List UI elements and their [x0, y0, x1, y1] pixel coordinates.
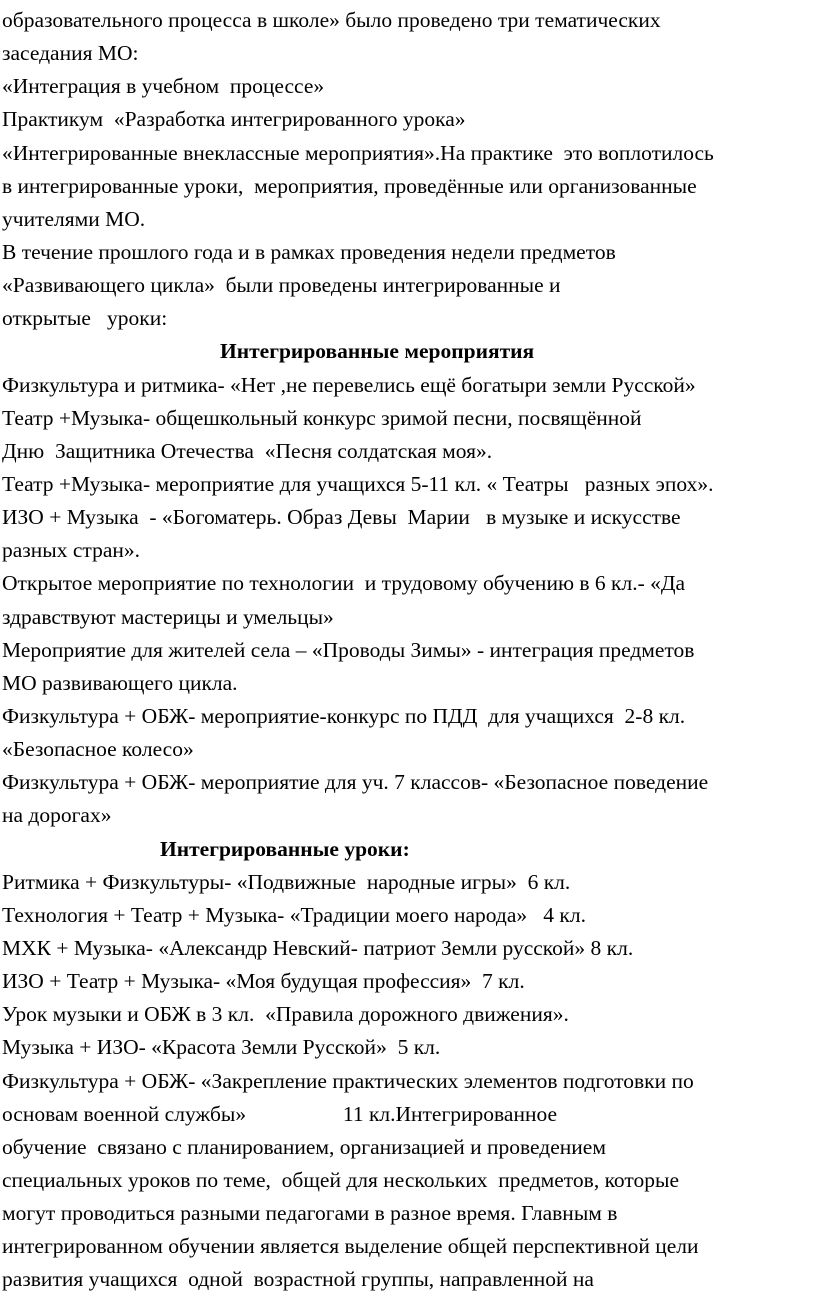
text-line: «Интеграция в учебном процессе»	[2, 74, 325, 99]
text-line: «Безопасное колесо»	[2, 737, 194, 762]
text-line: МХК + Музыка- «Александр Невский- патриот Земли русской» 8 кл.	[2, 935, 634, 960]
text-line: Ритмика + Физкультуры- «Подвижные народные игры» 6 кл.	[2, 869, 571, 894]
text-line: Театр +Музыка- общешкольный конкурс зримой песни, посвящённой	[2, 405, 642, 430]
text-line: в интегрированные уроки, мероприятия, проведённые или организованные	[2, 173, 697, 198]
text-line: специальных уроков по теме, общей для нескольких предметов, которые	[2, 1167, 679, 1192]
text-line: интегрированном обучении является выделение общей перспективной цели	[2, 1234, 699, 1259]
text-line: обучение связано с планированием, организацией и проведением	[2, 1134, 606, 1159]
text-line: Музыка + ИЗО- «Красота Земли Русской» 5 кл.	[2, 1035, 441, 1060]
text-line: «Развивающего цикла» были проведены интегрированные и	[2, 273, 561, 298]
text-line: Мероприятие для жителей села – «Проводы Зимы» - интеграция предметов	[2, 637, 695, 662]
text-line: здравствуют мастерицы и умельцы»	[2, 604, 334, 629]
text-line: разных стран».	[2, 538, 140, 563]
document-page	[2, 4, 812, 1296]
text-line: Технология + Театр + Музыка- «Традиции моего народа» 4 кл.	[2, 902, 586, 927]
text-line: развития учащихся одной возрастной группы, направленной на	[2, 1267, 594, 1292]
text-line: основам военной службы» 11 кл.Интегрированное	[2, 1101, 558, 1126]
section-heading: Интегрированные уроки:	[160, 836, 410, 861]
text-line: могут проводиться разными педагогами в разное время. Главным в	[2, 1201, 618, 1226]
text-line: Открытое мероприятие по технологии и трудовому обучению в 6 кл.- «Да	[2, 571, 686, 596]
text-line: Физкультура + ОБЖ- «Закрепление практических элементов подготовки по	[2, 1068, 694, 1093]
text-line: Урок музыки и ОБЖ в 3 кл. «Правила дорожного движения».	[2, 1002, 569, 1027]
text-line: Физкультура + ОБЖ- мероприятие для уч. 7 классов- «Безопасное поведение	[2, 770, 709, 795]
text-line: учителями МО.	[2, 206, 146, 231]
text-line: ИЗО + Музыка - «Богоматерь. Образ Девы Марии в музыке и искусстве	[2, 505, 681, 530]
text-line: МО развивающего цикла.	[2, 670, 238, 695]
text-line: Практикум «Разработка интегрированного урока»	[2, 107, 466, 132]
text-line: Физкультура + ОБЖ- мероприятие-конкурс по ПДД для учащихся 2-8 кл.	[2, 703, 686, 728]
text-line: ИЗО + Театр + Музыка- «Моя будущая профессия» 7 кл.	[2, 969, 525, 994]
text-line: Театр +Музыка- мероприятие для учащихся 5-11 кл. « Театры разных эпох».	[2, 471, 714, 496]
text-line: заседания МО:	[2, 41, 139, 66]
text-line: на дорогах»	[2, 803, 112, 828]
text-line: открытые уроки:	[2, 306, 168, 331]
section-heading: Интегрированные мероприятия	[220, 339, 535, 364]
text-line: В течение прошлого года и в рамках проведения недели предметов	[2, 239, 616, 264]
text-line: образовательного процесса в школе» было проведено три тематических	[2, 8, 661, 32]
text-line: Физкультура и ритмика- «Нет ,не перевелись ещё богатыри земли Русской»	[2, 372, 696, 397]
text-line: Дню Защитника Отечества «Песня солдатская моя».	[2, 438, 493, 463]
text-line: «Интегрированные внеклассные мероприятия».На практике это воплотилось	[2, 140, 714, 165]
